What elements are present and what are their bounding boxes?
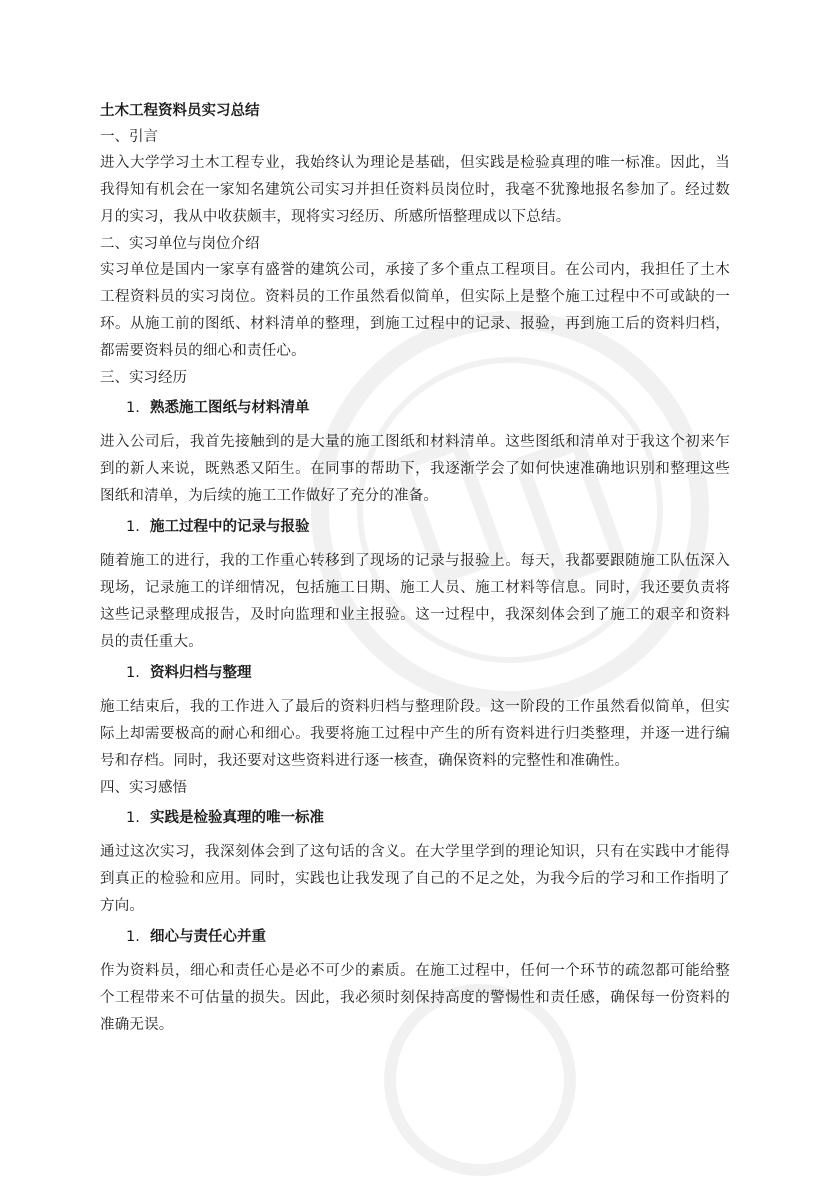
subheading-text: 实践是检验真理的唯一标准 xyxy=(150,810,324,826)
subheading-experience-1 xyxy=(100,391,730,429)
subheading-insights-1 xyxy=(100,801,730,839)
subheading-text: 熟悉施工图纸与材料清单 xyxy=(150,400,310,416)
section-heading-insights: 四、实习感悟 xyxy=(100,780,187,796)
subheading-experience-3 xyxy=(100,656,730,694)
subheading-text: 施工过程中的记录与报验 xyxy=(150,519,310,535)
paragraph-insights-2: 作为资料员，细心和责任心是必不可少的素质。在施工过程中，任何一个环节的疏忽都可能给整个工程带来不可估量的损失。因此，我必须时刻保持高度的警惕性和责任感，确保每一份资料的准确无误。 xyxy=(100,963,730,1033)
paragraph-intro: 进入大学学习土木工程专业，我始终认为理论是基础，但实践是检验真理的唯一标准。因此，当我得知有机会在一家知名建筑公司实习并担任资料员岗位时，我毫不犹豫地报名参加了。经过数月的实习，我从中收获颇丰，现将实习经历、所感所悟整理成以下总结。 xyxy=(100,155,730,225)
paragraph-experience-2: 随着施工的进行，我的工作重心转移到了现场的记录与报验上。每天，我都要跟随施工队伍深入现场，记录施工的详细情况，包括施工日期、施工人员、施工材料等信息。同时，我还要负责将这些记录整理成报告，及时向监理和业主报验。这一过程中，我深刻体会到了施工的艰辛和资料员的责任重大。 xyxy=(100,553,730,650)
section-heading-intro: 一、引言 xyxy=(100,129,158,145)
list-number: 1. xyxy=(126,400,140,416)
list-number: 1. xyxy=(126,665,140,681)
section-heading-unit: 二、实习单位与岗位介绍 xyxy=(100,236,260,252)
subheading-experience-2 xyxy=(100,510,730,548)
paragraph-insights-1: 通过这次实习，我深刻体会到了这句话的含义。在大学里学到的理论知识，只有在实践中才能得到真正的检验和应用。同时，实践也让我发现了自己的不足之处，为我今后的学习和工作指明了方向。 xyxy=(100,844,730,914)
section-heading-experience: 三、实习经历 xyxy=(100,370,187,386)
document-title: 土木工程资料员实习总结 xyxy=(100,103,260,119)
paragraph-experience-1: 进入公司后，我首先接触到的是大量的施工图纸和材料清单。这些图纸和清单对于我这个初来乍到的新人来说，既熟悉又陌生。在同事的帮助下，我逐渐学会了如何快速准确地识别和整理这些图纸和清单，为后续的施工工作做好了充分的准备。 xyxy=(100,434,730,504)
paragraph-experience-3: 施工结束后，我的工作进入了最后的资料归档与整理阶段。这一阶段的工作虽然看似简单，但实际上却需要极高的耐心和细心。我要将施工过程中产生的所有资料进行归类整理，并逐一进行编号和存档。同时，我还要对这些资料进行逐一核查，确保资料的完整性和准确性。 xyxy=(100,699,730,769)
list-number: 1. xyxy=(126,929,140,945)
list-number: 1. xyxy=(126,519,140,535)
subheading-insights-2 xyxy=(100,920,730,958)
document-page xyxy=(100,90,730,1039)
subheading-text: 资料归档与整理 xyxy=(150,665,252,681)
paragraph-unit: 实习单位是国内一家享有盛誉的建筑公司，承接了多个重点工程项目。在公司内，我担任了土木工程资料员的实习岗位。资料员的工作虽然看似简单，但实际上是整个施工过程中不可或缺的一环。从施工前的图纸、材料清单的整理，到施工过程中的记录、报验，再到施工后的资料归档，都需要资料员的细心和责任心。 xyxy=(100,262,730,359)
subheading-text: 细心与责任心并重 xyxy=(150,929,266,945)
list-number: 1. xyxy=(126,810,140,826)
